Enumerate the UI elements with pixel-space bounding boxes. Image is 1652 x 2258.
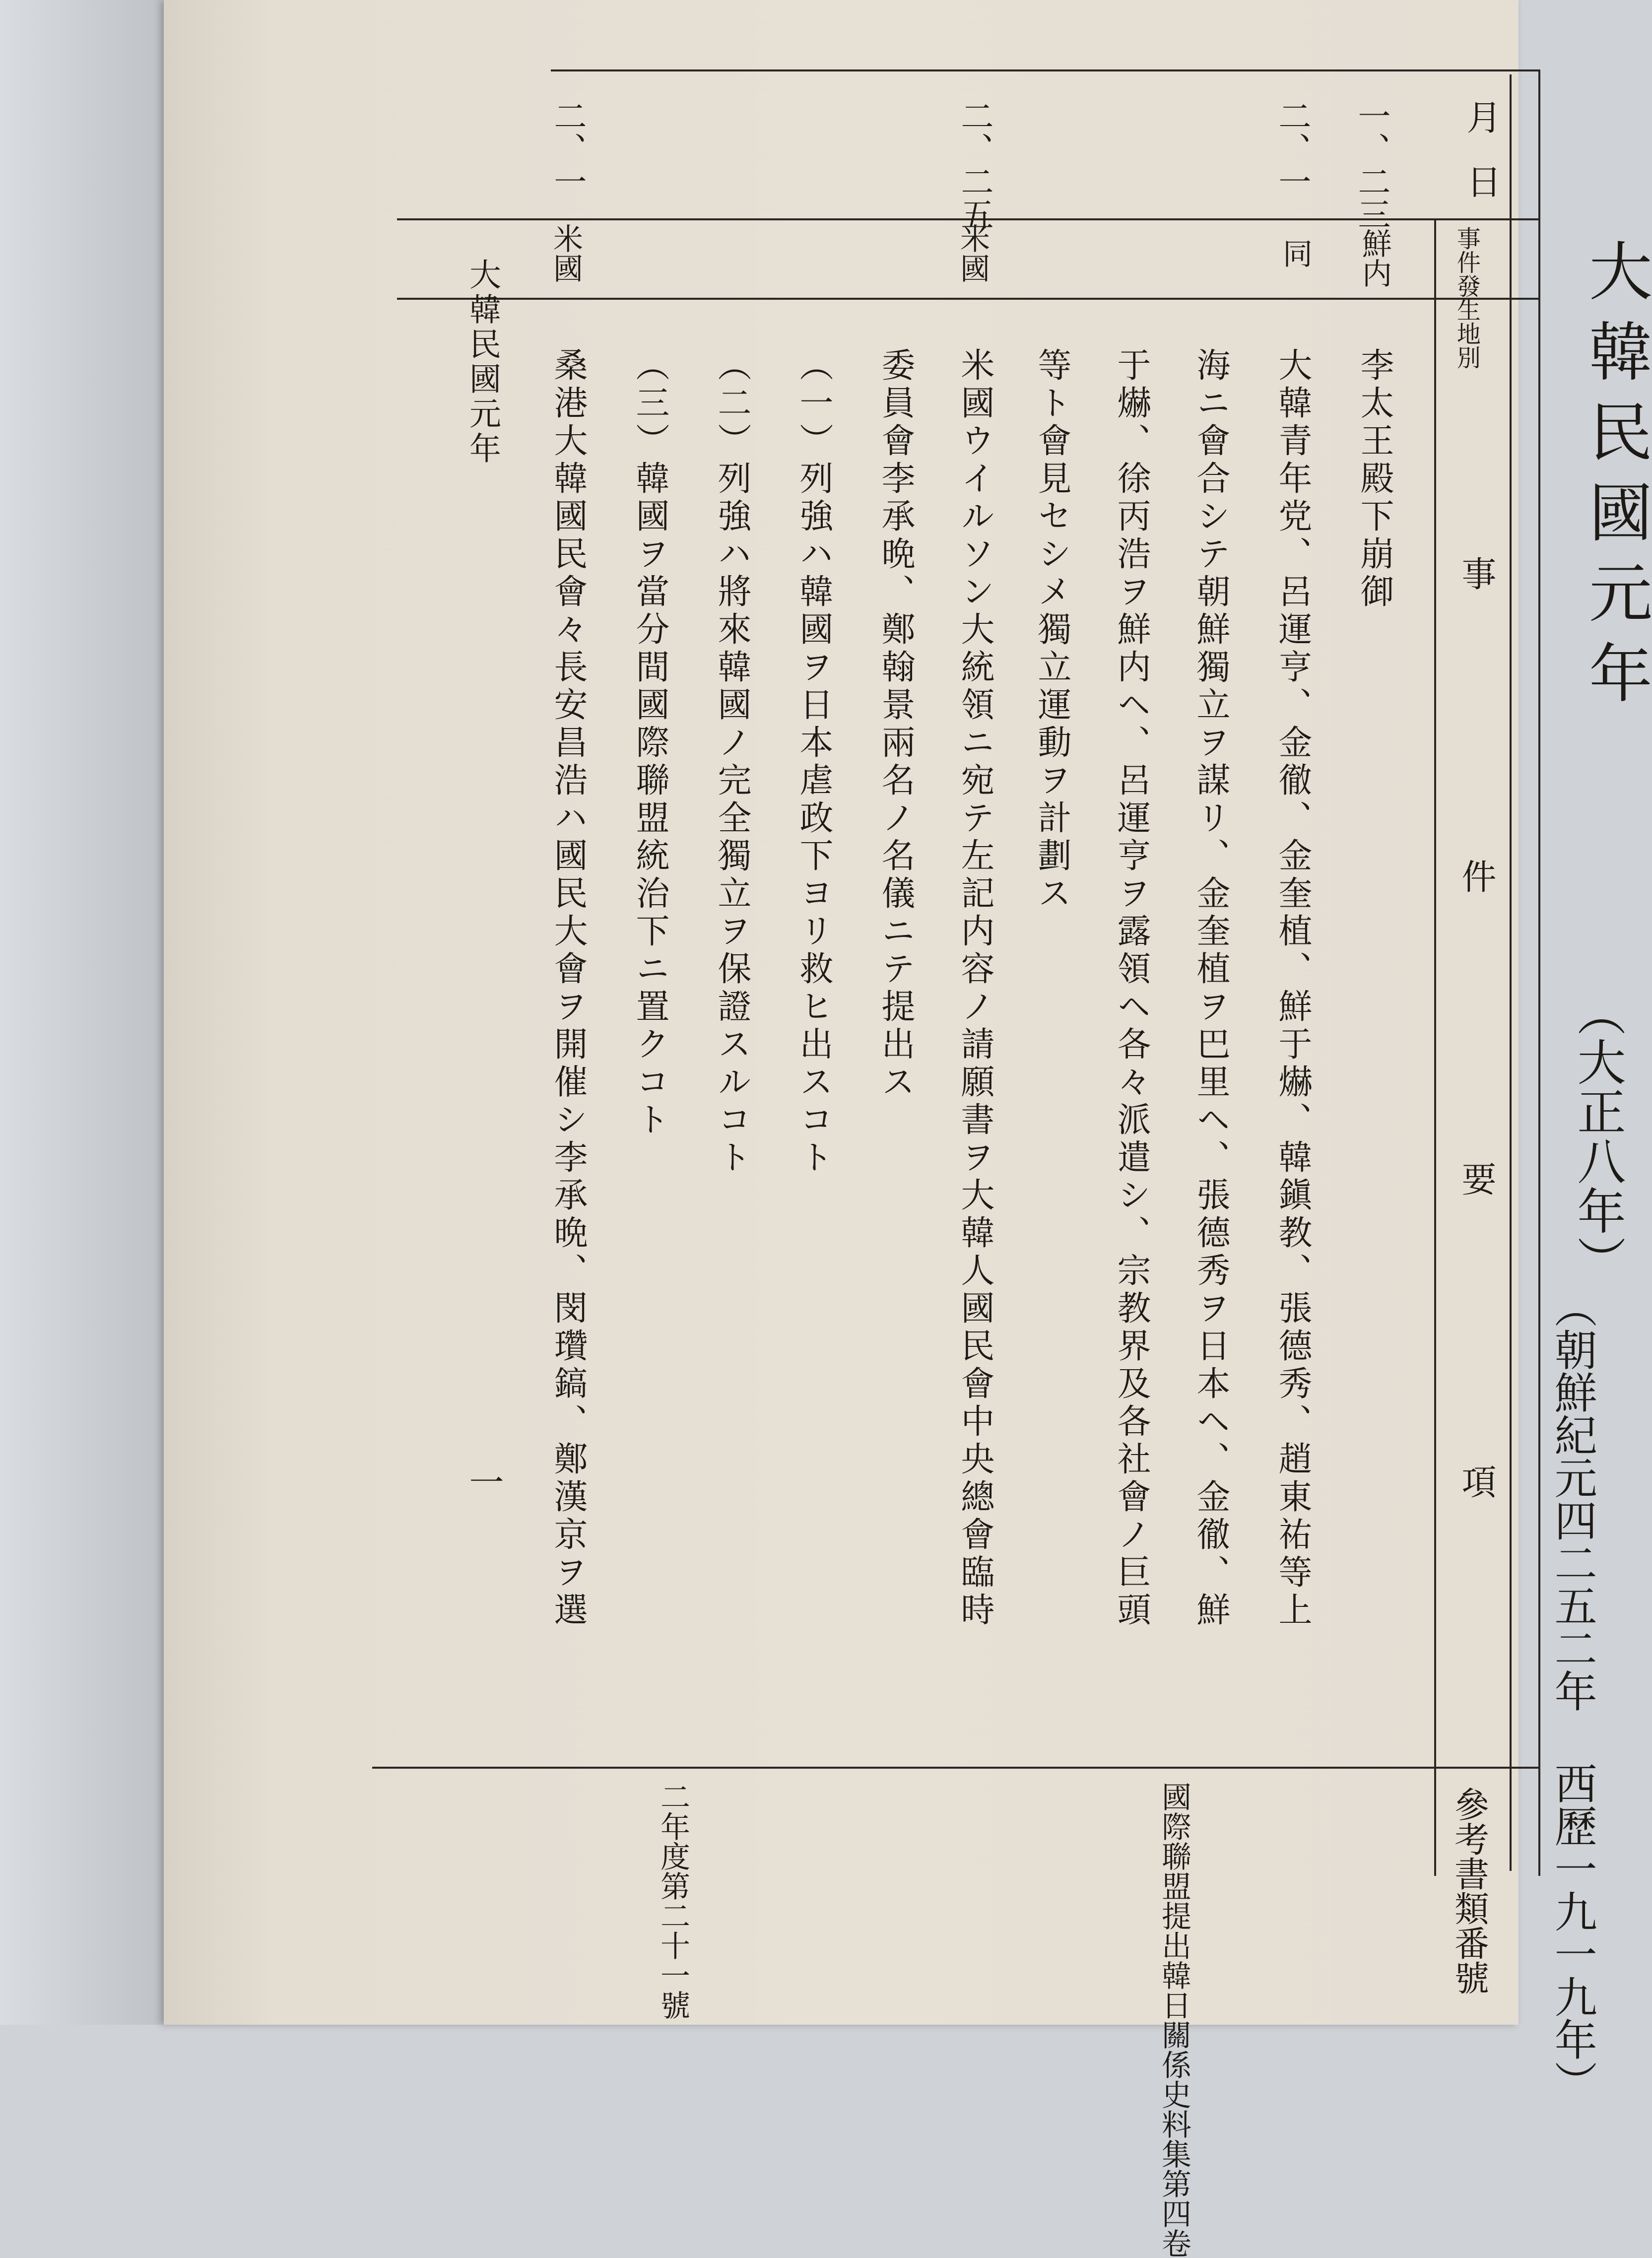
header-reference: 參考書類番號 [1449, 1787, 1490, 1995]
event-line: 于爀、徐丙浩ヲ鮮内ヘ、呂運亨ヲ露領ヘ各々派遣シ、宗教界及各社會ノ巨頭 [1112, 347, 1151, 1630]
header-location: 事件發生地別 [1453, 226, 1481, 369]
reference-divider-line [372, 1767, 1538, 1769]
entry-reference: 國際聯盟提出韓日關係史料集第四卷 [1157, 1782, 1191, 2258]
table-outer-right-border [1538, 69, 1540, 1876]
header-inner-divider [1434, 218, 1436, 1876]
event-line: （一）列強ハ韓國ヲ日本虐政下ヨリ救ヒ出スコト [794, 347, 833, 1177]
event-line: 委員會李承晩、鄭翰景兩名ノ名儀ニテ提出ス [876, 347, 915, 1102]
event-line: 等ト會見セシメ獨立運動ヲ計劃ス [1032, 347, 1071, 913]
event-line: （三）韓國ヲ當分間國際聯盟統治下ニ置クコト [630, 347, 669, 1139]
entry-location: 同 [1278, 238, 1313, 268]
entry-reference: 二年度第二十一號 [656, 1782, 690, 2020]
desk-background [0, 0, 164, 2025]
page-title: 大韓民國元年 [1578, 238, 1652, 721]
gregorian-subtitle: （朝鮮紀元四二五二年 西歷一九一九年） [1547, 1285, 1597, 2103]
page-number: 一 [463, 1464, 504, 1499]
entry-location: 鮮内 [1357, 228, 1392, 288]
event-line: 米國ウイルソン大統領ニ宛テ左記内容ノ請願書ヲ大韓人國民會中央總會臨時 [955, 347, 994, 1630]
location-divider-line [397, 298, 1538, 300]
event-line: 李太王殿下崩御 [1355, 347, 1394, 611]
table-top-border [551, 69, 1540, 71]
era-subtitle: （大正八年） [1569, 988, 1626, 1285]
entry-month-day: 二、一 [548, 99, 587, 198]
event-line: （二）列強ハ將來韓國ノ完全獨立ヲ保證スルコト [712, 347, 751, 1177]
running-title: 大韓民國元年 [464, 258, 501, 466]
document-page [164, 0, 1652, 2258]
header-month-day: 月日 [1461, 99, 1502, 228]
event-line: 海ニ會合シテ朝鮮獨立ヲ謀リ、金奎植ヲ巴里ヘ、張德秀ヲ日本ヘ、金徹、鮮 [1191, 347, 1230, 1630]
entry-month-day: 二、二五 [955, 99, 993, 230]
entry-location: 米國 [548, 223, 583, 283]
header-event: 事件要項 [1456, 556, 1497, 1767]
event-line: 大韓青年党、呂運亨、金徹、金奎植、鮮于爀、韓鎭教、張德秀、趙東祐等上 [1273, 347, 1312, 1630]
event-line: 桑港大韓國民會々長安昌浩ハ國民大會ヲ開催シ李承晩、閔瓚鎬、鄭漢京ヲ選 [548, 347, 588, 1630]
entry-month-day: 一、二三 [1352, 99, 1390, 230]
entry-month-day: 二、一 [1273, 99, 1311, 198]
header-column-divider [1510, 74, 1512, 1871]
entry-location: 米國 [955, 223, 990, 283]
